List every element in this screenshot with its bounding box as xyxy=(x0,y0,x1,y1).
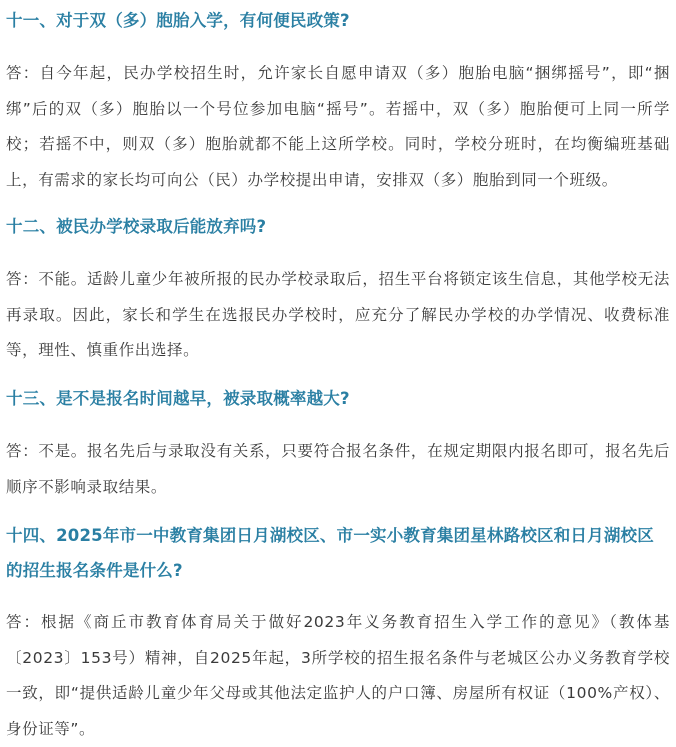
question-13-heading: 十三、是不是报名时间越早，被录取概率越大? xyxy=(6,389,350,408)
answer-11-text: 答：自今年起，民办学校招生时，允许家长自愿申请双（多）胞胎电脑“捆绑摇号”，即“捆绑”后的双（多）胞胎以一个号位参加电脑“摇号”。若摇中，双（多）胞胎便可上同一所学校；若摇不中，则双（多）胞胎就都不能上这所学校。同时，学校分班时，在均衡编班基础上，有需求的家长均可向公（民）办学校提出申请，安排双（多）胞胎到同一个班级。 xyxy=(6,64,670,189)
answer-13-text: 答：不是。报名先后与录取没有关系，只要符合报名条件，在规定期限内报名即可，报名先后顺序不影响录取结果。 xyxy=(6,442,670,496)
answer-12-text: 答：不能。适龄儿童少年被所报的民办学校录取后，招生平台将锁定该生信息，其他学校无法再录取。因此，家长和学生在选报民办学校时，应充分了解民办学校的办学情况、收费标准等，理性、慎重作出选择。 xyxy=(6,270,670,359)
question-14-heading: 十四、2025年市一中教育集团日月湖校区、市一实小教育集团星林路校区和日月湖校区的招生报名条件是什么? xyxy=(6,526,654,580)
question-12-heading: 十二、被民办学校录取后能放弃吗? xyxy=(6,217,267,236)
question-11-heading: 十一、对于双（多）胞胎入学，有何便民政策? xyxy=(6,11,350,30)
answer-14-text: 答：根据《商丘市教育体育局关于做好2023年义务教育招生入学工作的意见》（教体基〔2023〕153号）精神，自2025年起，3所学校的招生报名条件与老城区公办义务教育学校一致，即“提供适龄儿童少年父母或其他法定监护人的户口簿、房屋所有权证（100%产权）、身份证等”。 xyxy=(6,613,670,738)
